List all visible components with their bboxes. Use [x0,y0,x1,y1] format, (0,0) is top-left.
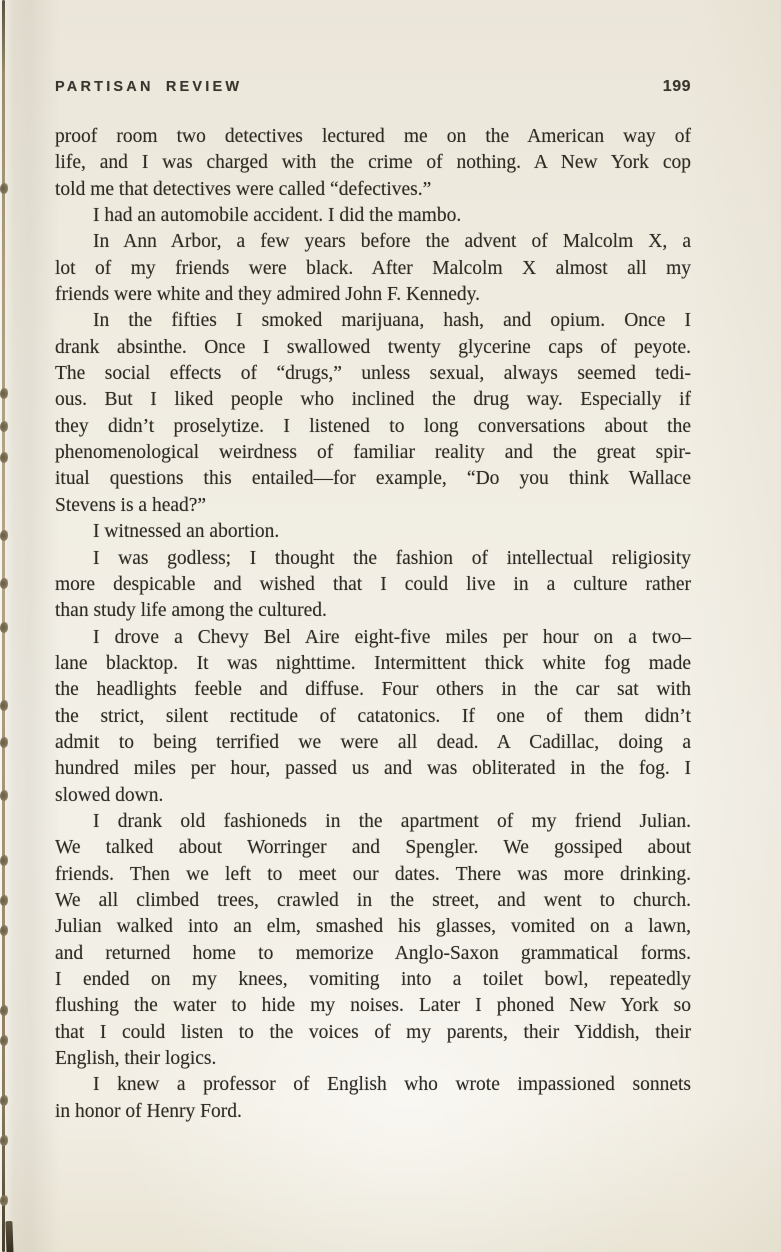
text-line: and returned home to memorize Anglo-Saxon grammatical forms. [55,942,691,964]
text-line: friends were white and they admired John F. Kennedy. [55,284,480,306]
scan-artifact-mark [0,1095,8,1106]
text-line: slowed down. [55,784,164,806]
scan-artifact-mark [0,1035,8,1046]
scan-artifact-mark [0,790,8,801]
text-line: I witnessed an abortion. [93,521,280,543]
text-line: lot of my friends were black. After Malcolm X almost all my [55,257,691,279]
scan-artifact-mark [0,1135,8,1146]
scan-artifact-mark [0,700,8,711]
text-line: phenomenological weirdness of familiar reality and the great spir- [55,442,691,464]
text-line: We all climbed trees, crawled in the street, and went to church. [55,889,691,911]
scan-artifact-mark [0,737,8,748]
text-line: they didn’t proselytize. I listened to long conversations about the [55,415,691,437]
text-line: ous. But I liked people who inclined the drug way. Especially if [55,389,691,411]
text-line: I drank old fashioneds in the apartment of my friend Julian. [93,810,691,832]
text-line: English, their logics. [55,1048,217,1070]
scan-artifact-mark [0,895,8,906]
text-line: drank absinthe. Once I swallowed twenty glycerine caps of peyote. [55,336,691,358]
text-line: Julian walked into an elm, smashed his glasses, vomited on a lawn, [55,916,691,938]
scan-artifact-mark [0,530,8,541]
scan-artifact-mark [0,855,8,866]
scan-artifact-mark [0,388,8,399]
text-line: I ended on my knees, vomiting into a toilet bowl, repeatedly [55,969,691,990]
text-line: The social effects of “drugs,” unless sexual, always seemed tedi- [55,363,691,385]
scan-artifact-mark [0,183,8,194]
scan-artifact-mark [0,421,8,432]
text-line: friends. Then we left to meet our dates. There was more drinking. [55,863,691,885]
scan-artifact-mark [0,622,8,633]
page-number: 199 [662,78,691,95]
scan-artifact-mark [0,925,8,936]
text-line: In the fifties I smoked marijuana, hash, and opium. Once I [93,310,691,332]
text-line: I drove a Chevy Bel Aire eight-five miles per hour on a two– [93,626,691,648]
scan-artifact-mark [0,578,8,589]
text-line: hundred miles per hour, passed us and was obliterated in the fog. I [55,758,691,780]
scan-artifact-mark [0,1005,8,1016]
text-line: more despicable and wished that I could live in a culture rather [55,573,691,595]
text-line: lane blacktop. It was nighttime. Intermittent thick white fog made [55,652,691,674]
body-text [55,124,691,1125]
text-line: told me that detectives were called “defectives.” [55,178,432,200]
text-line: that I could listen to the voices of my parents, their Yiddish, their [55,1021,691,1043]
scan-artifact-mark [0,1195,8,1206]
text-line: I had an automobile accident. I did the mambo. [93,205,462,227]
text-line: itual questions this entailed––for example, “Do you think Wallace [55,468,691,490]
text-line: I knew a professor of English who wrote impassioned sonnets [93,1074,691,1096]
text-line: than study life among the cultured. [55,600,327,622]
journal-title: PARTISAN REVIEW [55,79,243,95]
text-line: Stevens is a head?” [55,494,207,516]
text-line: proof room two detectives lectured me on the American way of [55,126,691,147]
text-line: In Ann Arbor, a few years before the advent of Malcolm X, a [93,231,691,253]
text-line: admit to being terrified we were all dead. A Cadillac, doing a [55,731,691,753]
text-line: the headlights feeble and diffuse. Four others in the car sat with [55,679,691,701]
scan-artifact-corner [5,1221,13,1252]
text-line: the strict, silent rectitude of catatonics. If one of them didn’t [55,705,691,727]
text-line: in honor of Henry Ford. [55,1100,242,1122]
scan-artifact-mark [0,452,8,463]
text-line: life, and I was charged with the crime of nothing. A New York cop [55,152,691,174]
text-line: I was godless; I thought the fashion of intellectual religiosity [93,547,691,569]
text-line: flushing the water to hide my noises. Later I phoned New York so [55,995,691,1017]
text-line: We talked about Worringer and Spengler. We gossiped about [55,837,691,859]
running-head [55,78,691,96]
